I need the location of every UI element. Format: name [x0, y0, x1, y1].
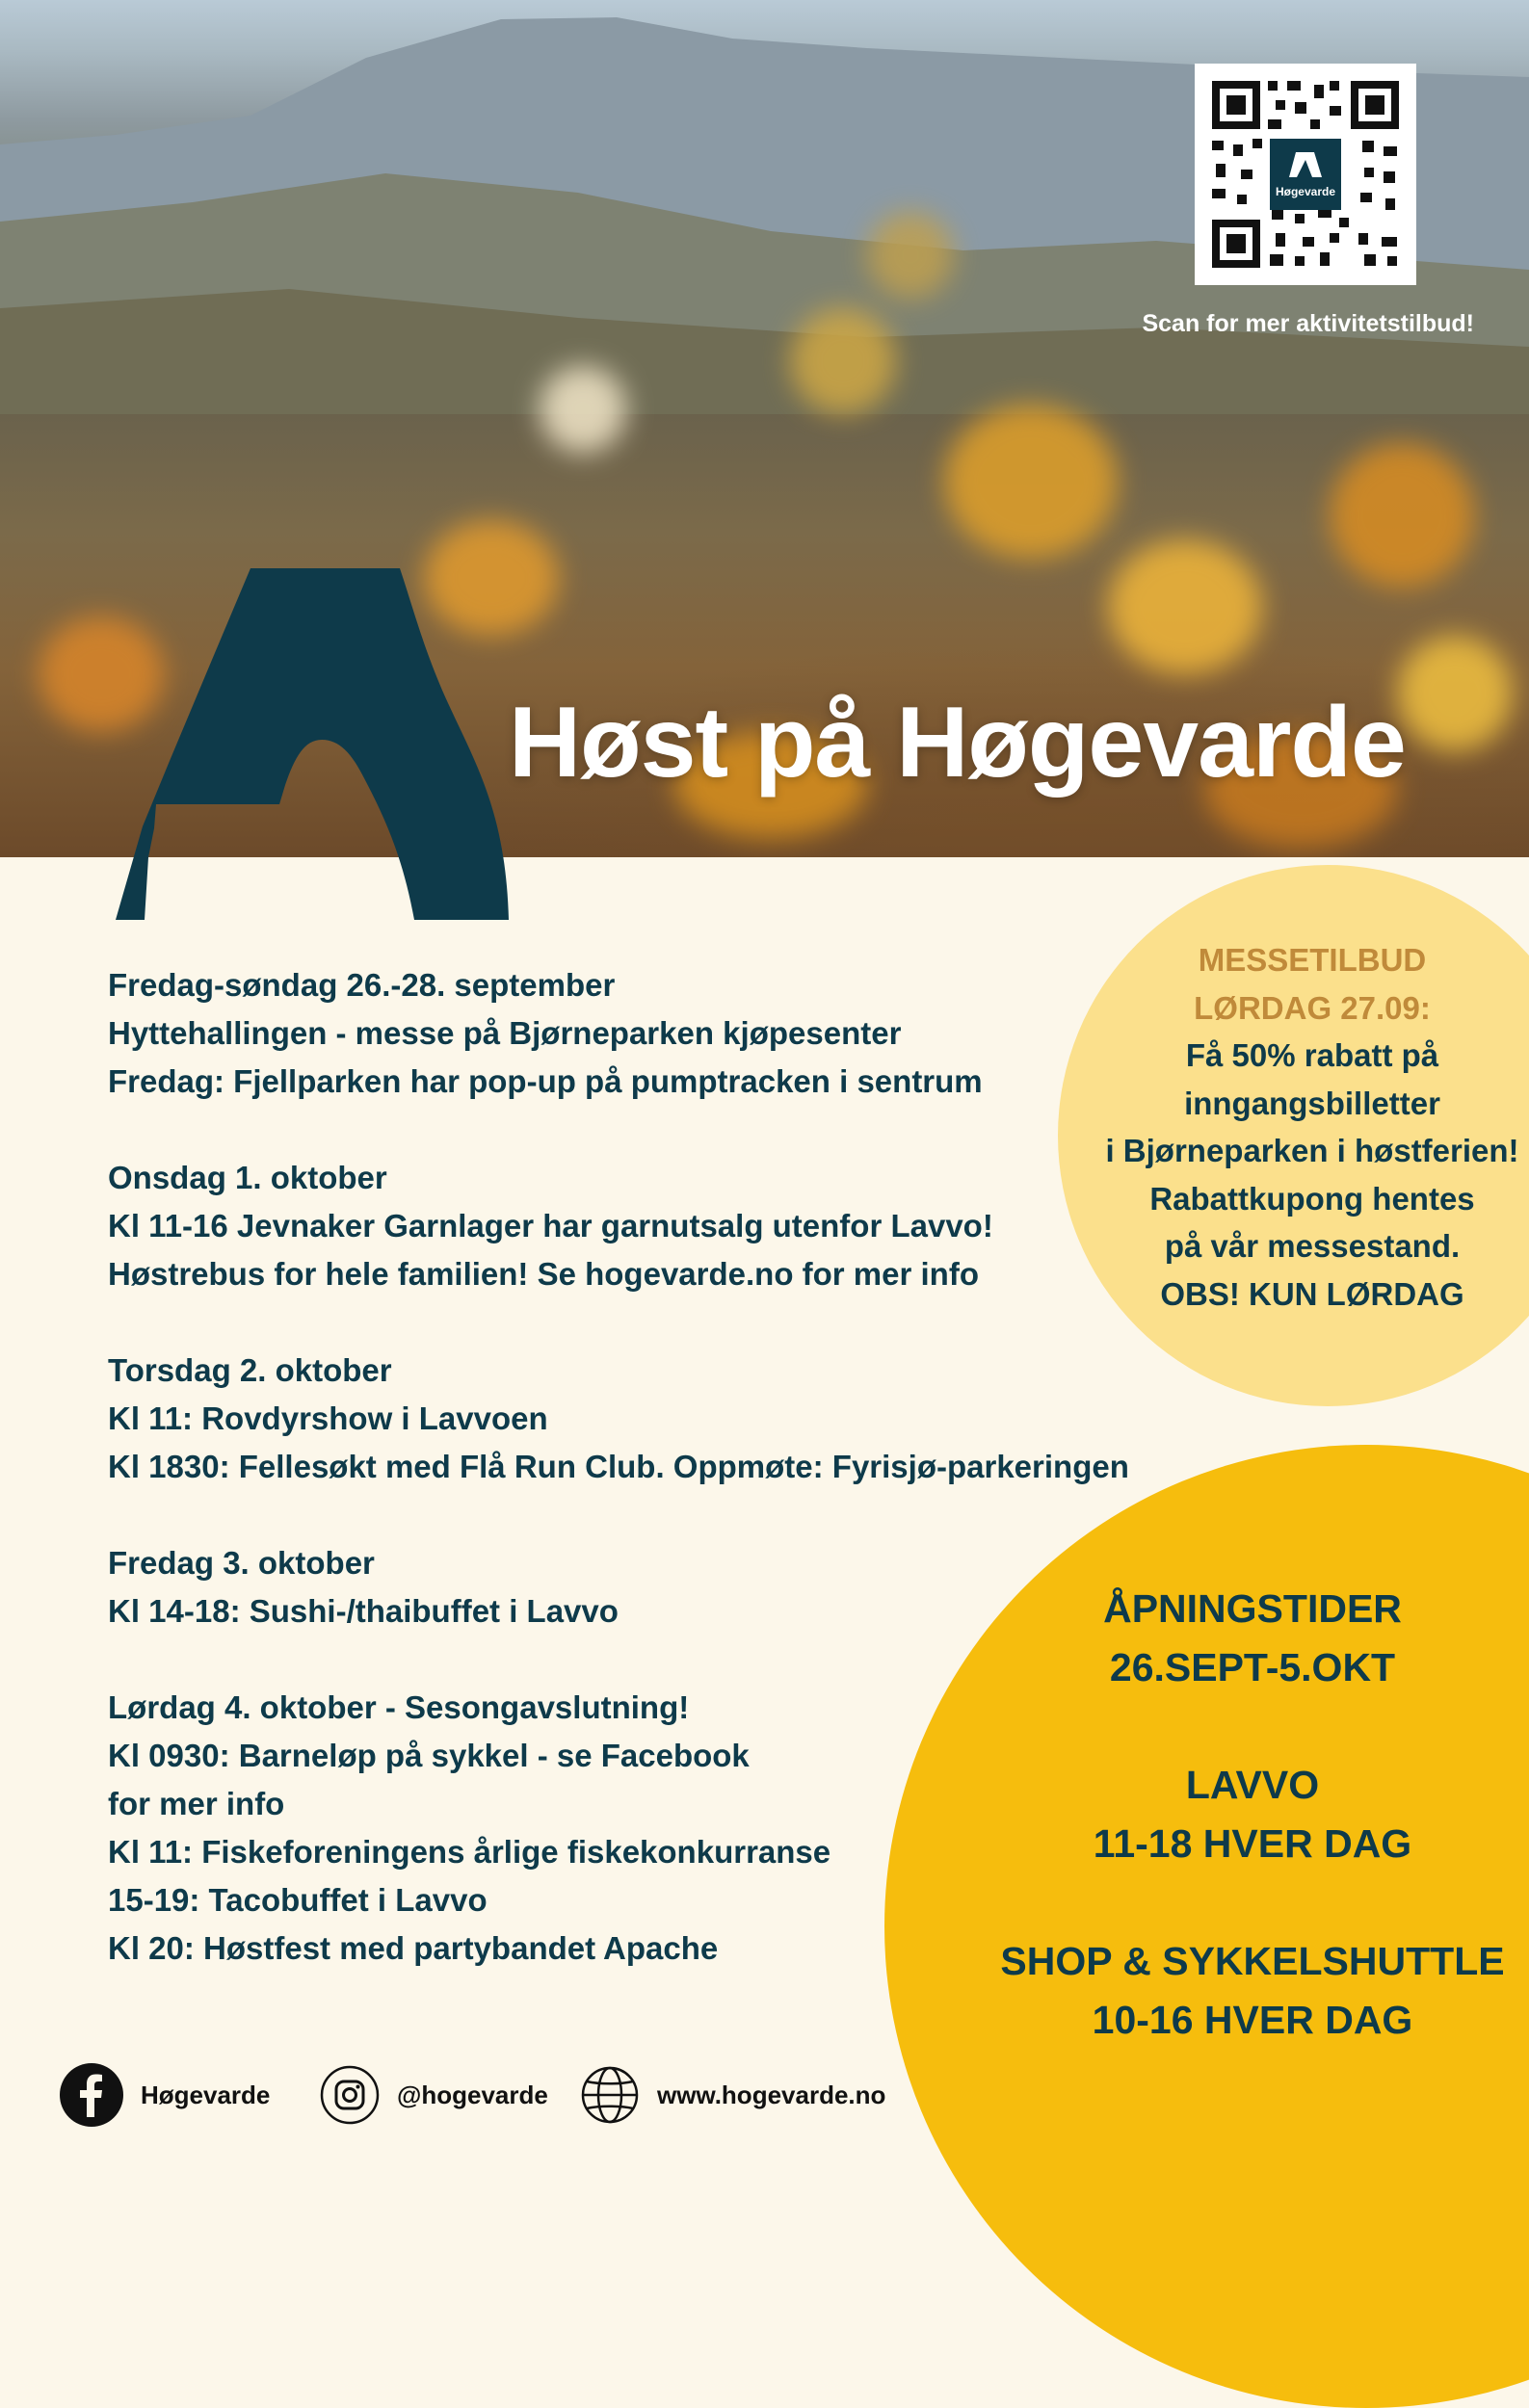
offer-line: på vår messestand.	[1164, 1228, 1461, 1264]
hours-title: ÅPNINGSTIDER	[1103, 1586, 1402, 1631]
event-day-heading: Fredag-søndag 26.-28. september	[108, 967, 616, 1003]
website-label: www.hogevarde.no	[657, 2080, 886, 2109]
event-program	[108, 961, 1264, 1973]
hours-shop-label: SHOP & SYKKELSHUTTLE	[1000, 1939, 1505, 1983]
foliage-blur	[944, 405, 1118, 559]
event-line: Kl 14-18: Sushi-/thaibuffet i Lavvo	[108, 1593, 619, 1629]
event-line: Fredag: Fjellparken har pop-up på pumptracken i sentrum	[108, 1063, 983, 1099]
event-line: Kl 1830: Fellesøkt med Flå Run Club. Oppmøte: Fyrisjø-parkeringen	[108, 1449, 1129, 1484]
event-line: 15-19: Tacobuffet i Lavvo	[108, 1882, 488, 1918]
event-line: Kl 20: Høstfest med partybandet Apache	[108, 1930, 719, 1966]
footer-social-links	[60, 2061, 1023, 2129]
hours-lavvo-label: LAVVO	[1185, 1763, 1320, 1807]
event-line: Kl 11-16 Jevnaker Garnlager har garnutsalg utenfor Lavvo!	[108, 1208, 993, 1243]
foliage-blur	[1330, 443, 1474, 588]
qr-logo-text: Høgevarde	[1275, 185, 1336, 198]
qr-code-pattern	[1195, 64, 1416, 285]
event-line: Høstrebus for hele familien! Se hogevarde.no for mer info	[108, 1256, 979, 1292]
facebook-link[interactable]	[60, 2061, 270, 2129]
hours-lavvo-time: 11-18 HVER DAG	[1093, 1821, 1412, 1866]
facebook-icon	[60, 2063, 123, 2127]
offer-line: OBS! KUN LØRDAG	[1160, 1275, 1464, 1312]
hours-shop-time: 10-16 HVER DAG	[1092, 1998, 1413, 2042]
website-link[interactable]	[580, 2061, 885, 2129]
event-line: Hyttehallingen - messe på Bjørneparken kjøpesenter	[108, 1015, 902, 1051]
event-line: Kl 11: Fiskeforeningens årlige fiskekonkurranse	[108, 1834, 831, 1870]
event-day-heading: Torsdag 2. oktober	[108, 1352, 392, 1388]
event-line: Kl 11: Rovdyrshow i Lavvoen	[108, 1400, 548, 1436]
page-title: Høst på Høgevarde	[509, 687, 1406, 798]
offer-line: Få 50% rabatt på	[1185, 1037, 1439, 1073]
offer-heading-line: LØRDAG 27.09:	[1194, 989, 1431, 1026]
offer-line: Rabattkupong hentes	[1149, 1180, 1475, 1217]
hogevarde-logo-mark	[116, 568, 511, 920]
event-line: Kl 0930: Barneløp på sykkel - se Facebook	[108, 1738, 750, 1773]
event-day-heading: Onsdag 1. oktober	[108, 1160, 387, 1195]
foliage-blur	[790, 308, 896, 414]
hours-period: 26.SEPT-5.OKT	[1109, 1645, 1396, 1689]
globe-icon	[580, 2065, 640, 2125]
foliage-blur	[1108, 539, 1262, 674]
event-line: for mer info	[108, 1786, 285, 1821]
instagram-label: @hogevarde	[397, 2080, 548, 2109]
foliage-blur	[540, 366, 626, 453]
offer-line: i Bjørneparken i høstferien!	[1105, 1133, 1519, 1168]
event-day-heading: Lørdag 4. oktober - Sesongavslutning!	[108, 1689, 690, 1725]
instagram-icon	[320, 2065, 380, 2125]
instagram-link[interactable]	[320, 2061, 548, 2129]
qr-caption: Scan for mer aktivitetstilbud!	[1142, 310, 1474, 337]
foliage-blur	[1397, 636, 1513, 751]
facebook-label: Høgevarde	[141, 2080, 271, 2109]
foliage-blur	[867, 212, 954, 299]
event-day-heading: Fredag 3. oktober	[108, 1545, 375, 1581]
offer-line: inngangsbilletter	[1184, 1085, 1440, 1121]
qr-code[interactable]	[1195, 64, 1416, 285]
offer-heading-line: MESSETILBUD	[1198, 942, 1427, 978]
